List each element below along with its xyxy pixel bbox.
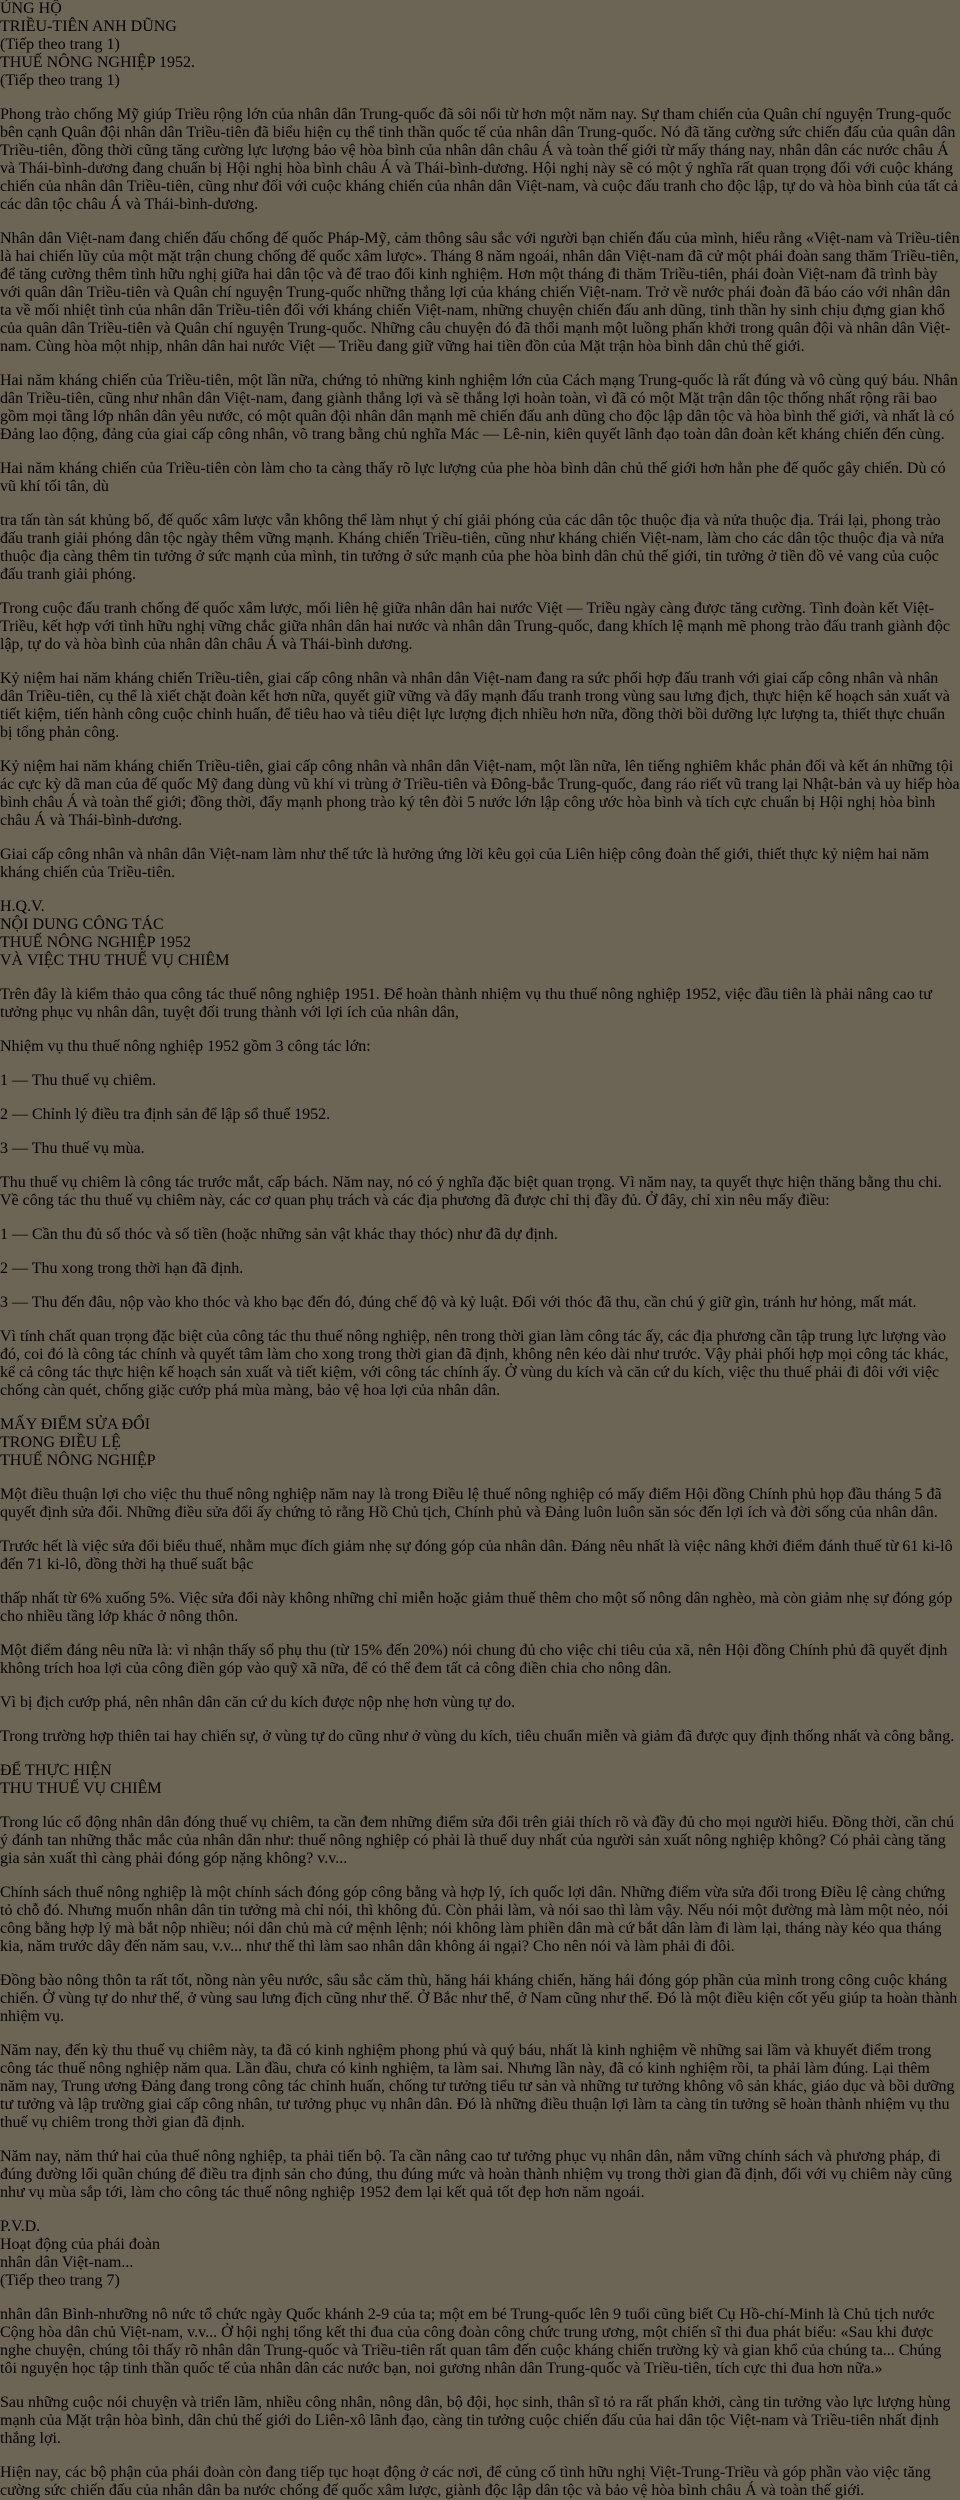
- paragraph: Trước hết là việc sửa đổi biểu thuế, nhằm mục đích giảm nhẹ sự đóng góp của nhân dân. Đáng nêu nhất là việc nâng khởi điểm đánh thuế từ 61 ki-lô đến 71 ki-lô, đồng thời hạ thuế suất bậc: [0, 1538, 953, 1573]
- paragraph: Hiện nay, các bộ phận của phái đoàn còn đang tiếp tục hoạt động ở các nơi, để củng cố tình hữu nghị Việt-Trung-Triều và góp phần vào việc tăng cường sức chiến đấu của nhân dân ba nước chống đế quốc xâm lược, giành độc lập dân tộc và bảo vệ hòa bình châu Á và toàn thế giới.: [0, 2464, 931, 2499]
- paragraph: Vì tính chất quan trọng đặc biệt của công tác thu thuế nông nghiệp, nên trong thời gian làm công tác ấy, các địa phương cần tập trung lực lượng vào đó, coi đó là công tác chính và quyết tâm làm cho xong trong thời gian đã định, không nên kéo dài như trước. Vậy phải phối hợp mọi công tác khác, kể cả công tác thực hiện kế hoạch sản xuất và tiết kiệm, với công tác chính ấy. Ở vùng du kích và căn cứ du kích, việc thu thuế phải đi đôi với việc chống càn quét, chống giặc cướp phá mùa màng, bảo vệ hoa lợi của nhân dân.: [0, 1328, 949, 1399]
- paragraph: Sau những cuộc nói chuyện và triển lãm, nhiều công nhân, nông dân, bộ đội, học sinh, thân sĩ tỏ ra rất phấn khởi, càng tin tưởng vào lực lượng hùng mạnh của Mặt trận hòa bình, dân chủ thế giới do Liên-xô lãnh đạo, càng tin tưởng cuộc chiến đấu của hai dân tộc Việt-nam và Triều-tiên nhất định thắng lợi.: [0, 2394, 951, 2447]
- paragraph: Đồng bào nông thôn ta rất tốt, nồng nàn yêu nước, sâu sắc căm thù, hăng hái kháng chiến, hăng hái đóng góp phần của mình trong công cuộc kháng chiến. Ở vùng tự do như thế, ở vùng sau lưng địch cũng như thế. Ở Bắc như thế, ở Nam cũng như thế. Đó là một điều kiện cốt yếu giúp ta hoàn thành nhiệm vụ.: [0, 1972, 958, 2025]
- headline-support-korea: [0, 0, 960, 54]
- continuation-note: (Tiếp theo trang 1): [0, 36, 120, 53]
- headline-delegation-activities: Hoạt động của phái đoàn nhân dân Việt-nam...: [0, 2236, 160, 2271]
- list-item: 1 — Cần thu đủ số thóc và số tiền (hoặc những sản vật khác thay thóc) như đã dự định.: [0, 1226, 558, 1243]
- paragraph: Hai năm kháng chiến của Triều-tiên, một lần nữa, chứng tỏ những kinh nghiệm lớn của Cách mạng Trung-quốc là rất đúng và vô cùng quý báu. Nhân dân Triều-tiên, cũng như nhân dân Việt-nam, đang giành thắng lợi và sẽ thắng lợi hoàn toàn, vì đã có một Mặt trận dân tộc thống nhất rộng rãi bao gồm mọi tầng lớp nhân dân yêu nước, có một quân đội nhân dân mạnh mẽ chiến đấu anh dũng cho độc lập dân tộc và hòa bình thế giới, và nhất là có Đảng lao động, đảng của giai cấp công nhân, võ trang bằng chủ nghĩa Mác — Lê-nin, kiên quyết lãnh đạo toàn dân đoàn kết kháng chiến đến cùng.: [0, 372, 958, 443]
- headline-line1: THUẾ NÔNG NGHIỆP 1952.: [0, 54, 195, 71]
- paragraph: nhân dân Bình-nhưỡng nô nức tổ chức ngày Quốc khánh 2-9 của ta; một em bé Trung-quốc lên 9 tuổi cũng biết Cụ Hồ-chí-Minh là Chủ tịch nước Cộng hòa dân chủ Việt-nam, v.v... Ở hội nghị tổng kết thi đua của công đoàn công chức trung ương, một chiến sĩ thi đua phát biểu: «Sau khi được nghe chuyện, chúng tôi thấy rõ nhân dân Trung-quốc và Triều-tiên rất quan tâm đến cuộc kháng chiến trường kỳ và gian khổ của chúng ta... Chúng tôi nguyện học tập tinh thần quốc tế của nhân dân các nước bạn, noi gương nhân dân Trung-quốc và Triều-tiên, tích cực thi đua hơn nữa.»: [0, 2306, 942, 2377]
- paragraph: thấp nhất từ 6% xuống 5%. Việc sửa đổi này không những chỉ miễn hoặc giảm thuế thêm cho một số nông dân nghèo, mà còn giảm nhẹ sự đóng góp cho nhiều tầng lớp khác ở nông thôn.: [0, 1590, 953, 1625]
- delegation-column-left: [0, 2306, 960, 2378]
- headline-agriculture-tax: [0, 54, 960, 90]
- paragraph: Giai cấp công nhân và nhân dân Việt-nam làm như thế tức là hưởng ứng lời kêu gọi của Liên hiệp công đoàn thế giới, thiết thực kỷ niệm hai năm kháng chiến của Triều-tiên.: [0, 846, 930, 881]
- delegation-column-right: [0, 2394, 960, 2500]
- paragraph: Thu thuế vụ chiêm là công tác trước mắt, cấp bách. Năm nay, nó có ý nghĩa đặc biệt quan trọng. Vì năm nay, ta quyết thực hiện thăng bằng thu chi. Về công tác thu thuế vụ chiêm này, các cơ quan phụ trách và các địa phương đã được chỉ thị đầy đủ. Ở đây, chỉ xin nêu mấy điều:: [0, 1174, 942, 1209]
- list-item: 3 — Thu đến đâu, nộp vào kho thóc và kho bạc đến đó, đúng chế độ và kỷ luật. Đối với thóc đã thu, cần chú ý giữ gìn, tránh hư hỏng, mất mát.: [0, 1294, 917, 1311]
- list-item: 2 — Chỉnh lý điều tra định sản để lập sổ thuế 1952.: [0, 1106, 331, 1123]
- paragraph: Kỷ niệm hai năm kháng chiến Triều-tiên, giai cấp công nhân và nhân dân Việt-nam đang ra sức phối hợp đấu tranh với giai cấp công nhân và nhân dân Triều-tiên, cụ thể là xiết chặt đoàn kết hơn nữa, quyết giữ vững và đẩy mạnh đấu tranh trong vùng sau lưng địch, thực hiện kế hoạch sản xuất và tiết kiệm, tiến hành công cuộc chỉnh huấn, để tiêu hao và tiêu diệt lực lượng địch nhiều hơn nữa, đồng thời bồi dưỡng lực lượng ta, thiết thực chuẩn bị tổng phản công.: [0, 670, 950, 741]
- section-heading-content: NỘI DUNG CÔNG TÁC THUẾ NÔNG NGHIỆP 1952 VÀ VIỆC THU THUẾ VỤ CHIÊM: [0, 916, 230, 969]
- paragraph: tra tấn tàn sát khủng bố, đế quốc xâm lược vẫn không thể làm nhụt ý chí giải phóng của các dân tộc thuộc địa và nửa thuộc địa. Trái lại, phong trào đấu tranh giải phóng dân tộc ngày thêm vững mạnh. Kháng chiến Triều-tiên, cũng như kháng chiến Việt-nam, làm cho các dân tộc thuộc địa và nửa thuộc địa càng thêm tin tưởng ở sức mạnh của mình, tin tưởng ở sức mạnh của phe hòa bình dân chủ thế giới, tin tưởng ở tiền đồ vẻ vang của cuộc đấu tranh giải phóng.: [0, 512, 945, 583]
- author-signature: H.Q.V.: [0, 898, 45, 915]
- paragraph: Nhiệm vụ thu thuế nông nghiệp 1952 gồm 3 công tác lớn:: [0, 1038, 371, 1055]
- paragraph: Năm nay, đến kỳ thu thuế vụ chiêm này, ta đã có kinh nghiệm phong phú và quý báu, nhất là kinh nghiệm về những sai lầm và khuyết điểm trong công tác thuế nông nghiệp năm qua. Lần đầu, chưa có kinh nghiệm, ta làm sai. Nhưng lần này, đã có kinh nghiệm rồi, ta phải làm đúng. Lại thêm năm nay, Trung ương Đảng đang trong công tác chỉnh huấn, chống tư tưởng tiểu tư sản và những tư tưởng không vô sản khác, giáo dục và bồi dưỡng tư tưởng và lập trường giai cấp công nhân, tư tưởng phục vụ nhân dân. Đó là những điều thuận lợi làm ta càng tin tưởng sẽ hoàn thành nhiệm vụ thu thuế vụ chiêm trong thời gian đã định.: [0, 2042, 955, 2131]
- list-item: 1 — Thu thuế vụ chiêm.: [0, 1072, 157, 1089]
- section-heading-implementation: ĐỂ THỰC HIỆN THU THUẾ VỤ CHIÊM: [0, 1762, 162, 1797]
- paragraph: Vì bị địch cướp phá, nên nhân dân căn cứ du kích được nộp nhẹ hơn vùng tự do.: [0, 1694, 516, 1711]
- headline-line2: TRIỀU-TIÊN ANH DŨNG: [0, 18, 177, 35]
- continuation-note: (Tiếp theo trang 1): [0, 72, 120, 89]
- list-item: 2 — Thu xong trong thời hạn đã định.: [0, 1260, 244, 1277]
- continuation-note: (Tiếp theo trang 7): [0, 2272, 120, 2289]
- paragraph: Trong trường hợp thiên tai hay chiến sự, ở vùng tự do cũng như ở vùng du kích, tiêu chuẩn miễn và giảm đã được quy định thống nhất và công bằng.: [0, 1728, 955, 1745]
- paragraph: Một điểm đáng nêu nữa là: vì nhận thấy số phụ thu (từ 15% đến 20%) nói chung đủ cho việc chi tiêu của xã, nên Hội đồng Chính phủ đã quyết định không trích hoa lợi của công điền góp vào quỹ xã nữa, để có thể đem tất cả công điền chia cho nông dân.: [0, 1642, 948, 1677]
- headline-line1: ỦNG HỘ: [0, 0, 62, 17]
- paragraph: Trong cuộc đấu tranh chống đế quốc xâm lược, mối liên hệ giữa nhân dân hai nước Việt — Triều ngày càng được tăng cường. Tình đoàn kết Việt-Triều, kết hợp với tình hữu nghị vững chắc giữa nhân dân hai nước và nhân dân Trung-quốc, đang khích lệ mạnh mẽ phong trào đấu tranh giành độc lập, tự do và hòa bình của nhân dân châu Á và Thái-bình dương.: [0, 600, 950, 653]
- paragraph: Kỷ niệm hai năm kháng chiến Triều-tiên, giai cấp công nhân và nhân dân Việt-nam, một lần nữa, lên tiếng nghiêm khắc phản đối và kết án những tội ác cực kỳ dã man của đế quốc Mỹ đang dùng vũ khí vi trùng ở Triều-tiên và Đông-bắc Trung-quốc, đang ráo riết vũ trang lại Nhật-bản và uy hiếp hòa bình châu Á và toàn thế giới; đồng thời, đẩy mạnh phong trào ký tên đòi 5 nước lớn lập công ước hòa bình và tích cực chuẩn bị Hội nghị hòa bình châu Á và Thái-bình-dương.: [0, 758, 960, 829]
- paragraph: Trên đây là kiểm thảo qua công tác thuế nông nghiệp 1951. Để hoàn thành nhiệm vụ thu thuế nông nghiệp 1952, việc đầu tiên là phải nâng cao tư tưởng phục vụ nhân dân, tuyệt đối trung thành với lợi ích của nhân dân,: [0, 986, 932, 1021]
- list-item: 3 — Thu thuế vụ mùa.: [0, 1140, 145, 1157]
- article-column-1: [0, 106, 960, 496]
- paragraph: Phong trào chống Mỹ giúp Triều rộng lớn của nhân dân Trung-quốc đã sôi nổi từ hơn một năm nay. Sự tham chiến của Quân chí nguyện Trung-quốc bên cạnh Quân đội nhân dân Triều-tiên đã biểu hiện cụ thể tinh thần quốc tế của nhân dân Trung-quốc. Nó đã tăng cường sức chiến đấu của quân dân Triều-tiên, đồng thời cũng tăng cường lực lượng bảo vệ hòa bình của nhân dân châu Á và toàn thế giới từ mấy tháng nay, nhân dân các nước châu Á và Thái-bình-dương đang chuẩn bị Hội nghị hòa bình châu Á và Thái-bình-dương. Hội nghị này sẽ có một ý nghĩa rất quan trọng đối với cuộc kháng chiến của nhân dân Triều-tiên, cũng như đối với cuộc kháng chiến của nhân dân Việt-nam, và cuộc đấu tranh cho độc lập, tự do và hòa bình của tất cả các dân tộc châu Á và Thái-bình-dương.: [0, 106, 959, 213]
- author-signature: P.V.D.: [0, 2218, 41, 2235]
- paragraph: Nhân dân Việt-nam đang chiến đấu chống đế quốc Pháp-Mỹ, cảm thông sâu sắc với người bạn chiến đấu của mình, hiểu rằng «Việt-nam và Triều-tiên là hai chiến lũy của một mặt trận chung chống đế quốc xâm lược». Tháng 8 năm ngoái, nhân dân Việt-nam đã cử một phái đoàn sang thăm Triều-tiên, để tăng cường thêm tình hữu nghị giữa hai dân tộc và để trao đổi kinh nghiệm. Hơn một tháng đi thăm Triều-tiên, phái đoàn Việt-nam đã trình bày với quân dân Triều-tiên và Quân chí nguyện Trung-quốc những thắng lợi của kháng chiến Việt-nam. Trở về nước phái đoàn đã báo cáo với nhân dân ta về mối nhiệt tình của nhân dân Triều-tiên đối với kháng chiến Việt-nam, những chuyện chiến đấu anh dũng, tinh thần hy sinh chịu đựng gian khổ của quân dân Triều-tiên và Quân chí nguyện Trung-quốc. Những câu chuyện đó đã thổi mạnh một luồng phấn khởi trong quân đội và nhân dân Việt-nam. Cùng hòa một nhịp, nhân dân hai nước Việt — Triều đang giữ vững hai tiền đồn của Mặt trận hòa bình dân chủ thế giới.: [0, 230, 960, 355]
- paragraph: Hai năm kháng chiến của Triều-tiên còn làm cho ta càng thấy rõ lực lượng của phe hòa bình dân chủ thế giới hơn hẳn phe đế quốc gây chiến. Dù có vũ khí tối tân, dù: [0, 460, 946, 495]
- article-column-2: [0, 512, 960, 916]
- paragraph: Năm nay, năm thứ hai của thuế nông nghiệp, ta phải tiến bộ. Ta cần nâng cao tư tưởng phục vụ nhân dân, nắm vững chính sách và phương pháp, đi đúng đường lối quần chúng để điều tra định sản cho đúng, thu đúng mức và hoàn thành nhiệm vụ trong thời gian đã định, đối với vụ chiêm này cũng như vụ mùa sắp tới, làm cho công tác thuế nông nghiệp 1952 đem lại kết quả tốt đẹp hơn năm ngoái.: [0, 2148, 952, 2201]
- section-heading-amendments: MẤY ĐIỂM SỬA ĐỔI TRONG ĐIỀU LỆ THUẾ NÔNG NGHIỆP: [0, 1416, 156, 1469]
- paragraph: Một điều thuận lợi cho việc thu thuế nông nghiệp năm nay là trong Điều lệ thuế nông nghiệp có mấy điểm Hội đồng Chính phủ họp đầu tháng 5 đã quyết định sửa đổi. Những điều sửa đổi ấy chứng tỏ rằng Hồ Chủ tịch, Chính phủ và Đảng luôn luôn săn sóc đến lợi ích và đời sống của nhân dân.: [0, 1486, 942, 1521]
- paragraph: Trong lúc cổ động nhân dân đóng thuế vụ chiêm, ta cần đem những điểm sửa đổi trên giải thích rõ và đầy đủ cho mọi người hiểu. Đồng thời, cần chú ý đánh tan những thắc mắc của nhân dân như: thuế nông nghiệp có phải là thuế duy nhất của người sản xuất nông nghiệp không? Có phải càng tăng gia sản xuất thì càng phải đóng góp nặng không? v.v...: [0, 1814, 955, 1867]
- article-column-3: [0, 916, 960, 1574]
- article-column-4: [0, 1590, 960, 2202]
- paragraph: Chính sách thuế nông nghiệp là một chính sách đóng góp công bằng và hợp lý, ích quốc lợi dân. Những điểm vừa sửa đổi trong Điều lệ càng chứng tỏ chỗ đó. Nhưng muốn nhân dân tin tưởng mà chỉ nói, thì không đủ. Còn phải làm, và nói sao thì làm vậy. Nếu nói một đường mà làm một nẻo, nói công bằng hợp lý mà bắt nộp nhiều; nói dân chủ mà cứ mệnh lệnh; nói không làm phiền dân mà cứ bắt dân làm đi làm lại, tháng này kéo qua tháng kia, năm trước dây đến năm sau, v.v... như thế thì làm sao nhân dân không ái ngại? Cho nên nói và làm phải đi đôi.: [0, 1884, 949, 1955]
